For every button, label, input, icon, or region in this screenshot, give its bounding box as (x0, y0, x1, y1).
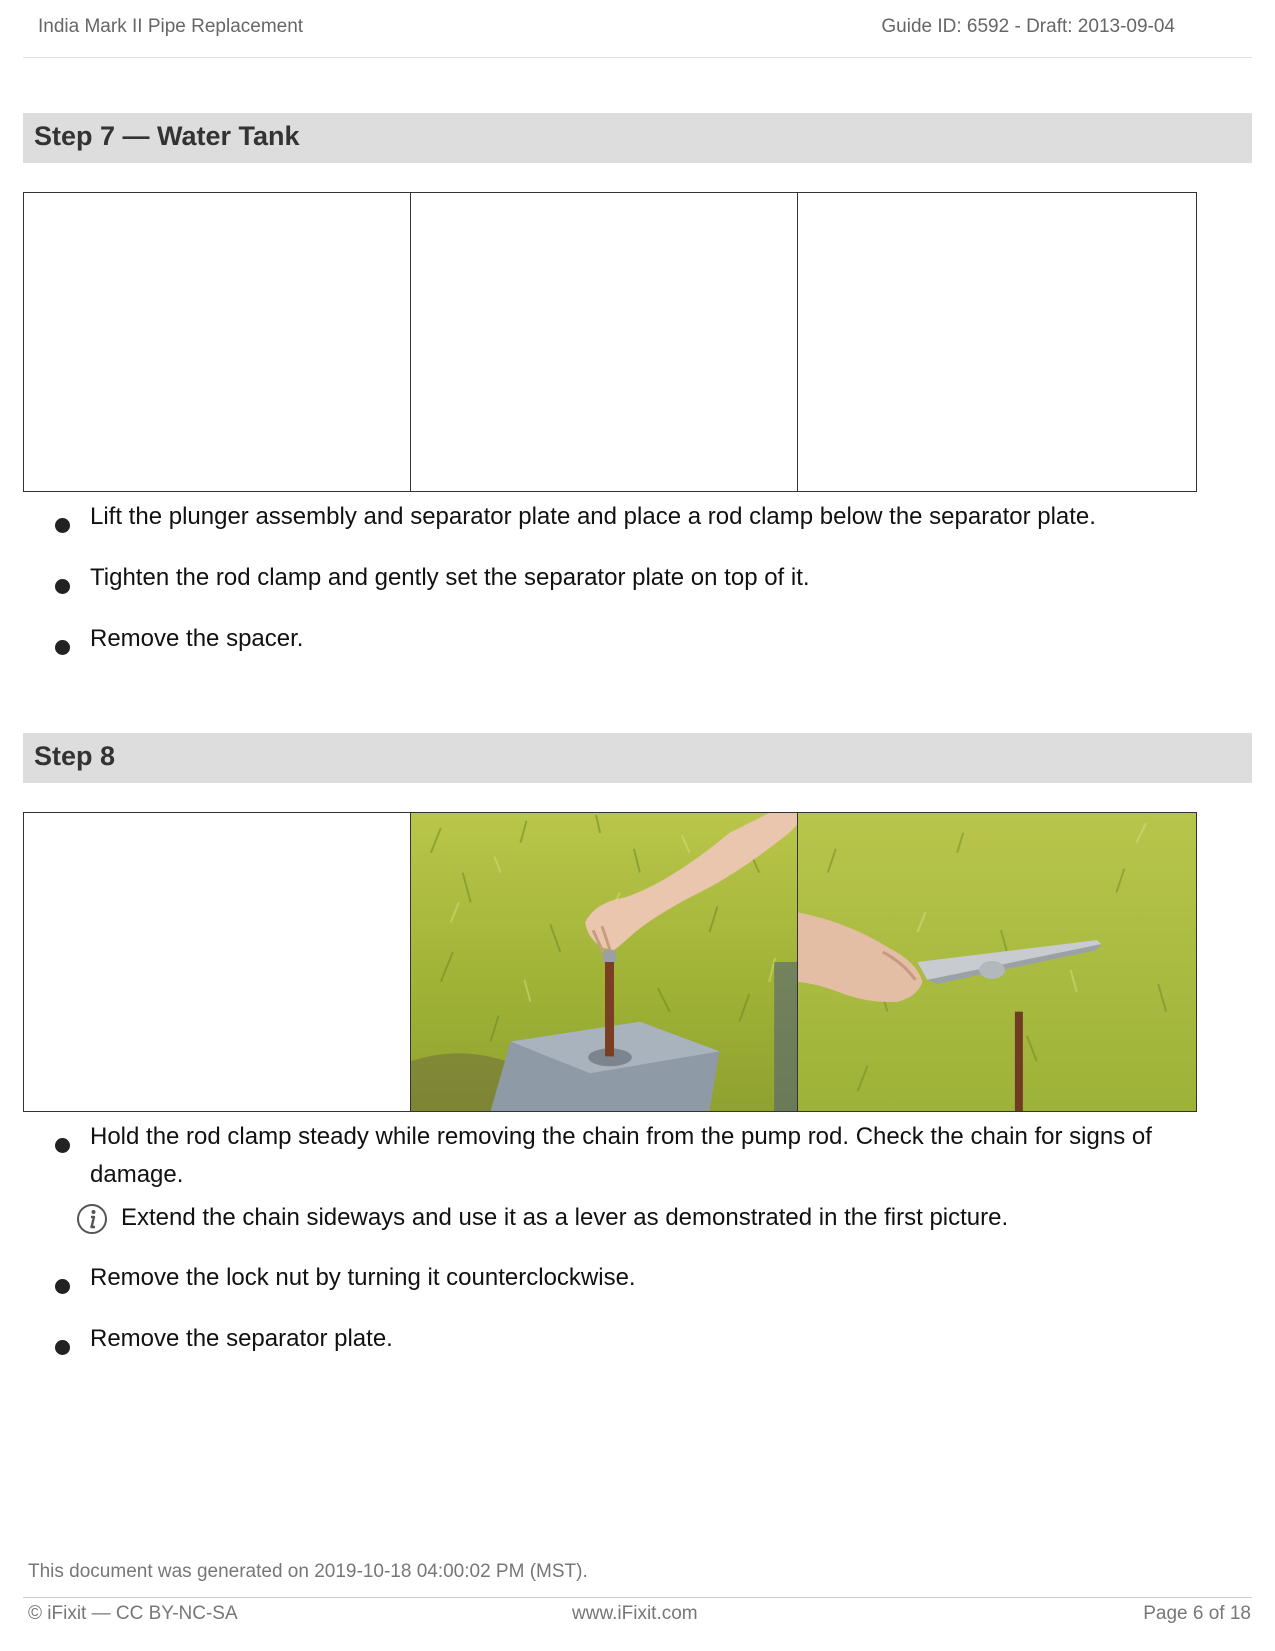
step-7-image-1[interactable] (23, 192, 423, 492)
step-7-bullet: Remove the spacer. (53, 620, 1238, 658)
step-8-image-2[interactable] (410, 812, 810, 1112)
step-7-image-2[interactable] (410, 192, 810, 492)
step-7-title: Step 7 — Water Tank (34, 121, 300, 151)
site-link[interactable]: www.iFixit.com (572, 1603, 698, 1624)
step-8-title: Step 8 (34, 741, 116, 771)
footer-divider (23, 1597, 1252, 1598)
step-8-note-text: Extend the chain sideways and use it as a lever as demonstrated in the first picture. (121, 1204, 1009, 1231)
step-8-bullets (53, 1118, 1238, 1381)
document-title: India Mark II Pipe Replacement (38, 16, 304, 37)
header-divider (23, 57, 1252, 58)
info-icon (76, 1203, 108, 1235)
separator-plate-photo (798, 813, 1196, 1111)
step-7-bullet: Lift the plunger assembly and separator plate and place a rod clamp below the separator plate. (53, 498, 1238, 536)
step-8-image-1[interactable] (23, 812, 423, 1112)
license-text: © iFixit — CC BY-NC-SA (28, 1603, 238, 1624)
step-7-header (23, 113, 1252, 163)
step-7-bullet: Tighten the rod clamp and gently set the separator plate on top of it. (53, 559, 1238, 597)
step-8-image-3[interactable] (797, 812, 1197, 1112)
step-8-note (53, 1199, 1238, 1237)
step-8-header (23, 733, 1252, 783)
step-8-bullet: Hold the rod clamp steady while removing the chain from the pump rod. Check the chain for signs of damage. (53, 1118, 1238, 1194)
guide-id: Guide ID: 6592 - Draft: 2013-09-04 (881, 16, 1175, 37)
step-8-bullet: Remove the lock nut by turning it counterclockwise. (53, 1259, 1238, 1297)
step-7-image-3[interactable] (797, 192, 1197, 492)
page-number: Page 6 of 18 (1143, 1603, 1251, 1624)
step-8-bullet: Remove the separator plate. (53, 1320, 1238, 1358)
generated-note: This document was generated on 2019-10-18 04:00:02 PM (MST). (28, 1561, 588, 1582)
step-7-bullets (53, 498, 1238, 681)
rod-on-plate-photo (411, 813, 809, 1111)
